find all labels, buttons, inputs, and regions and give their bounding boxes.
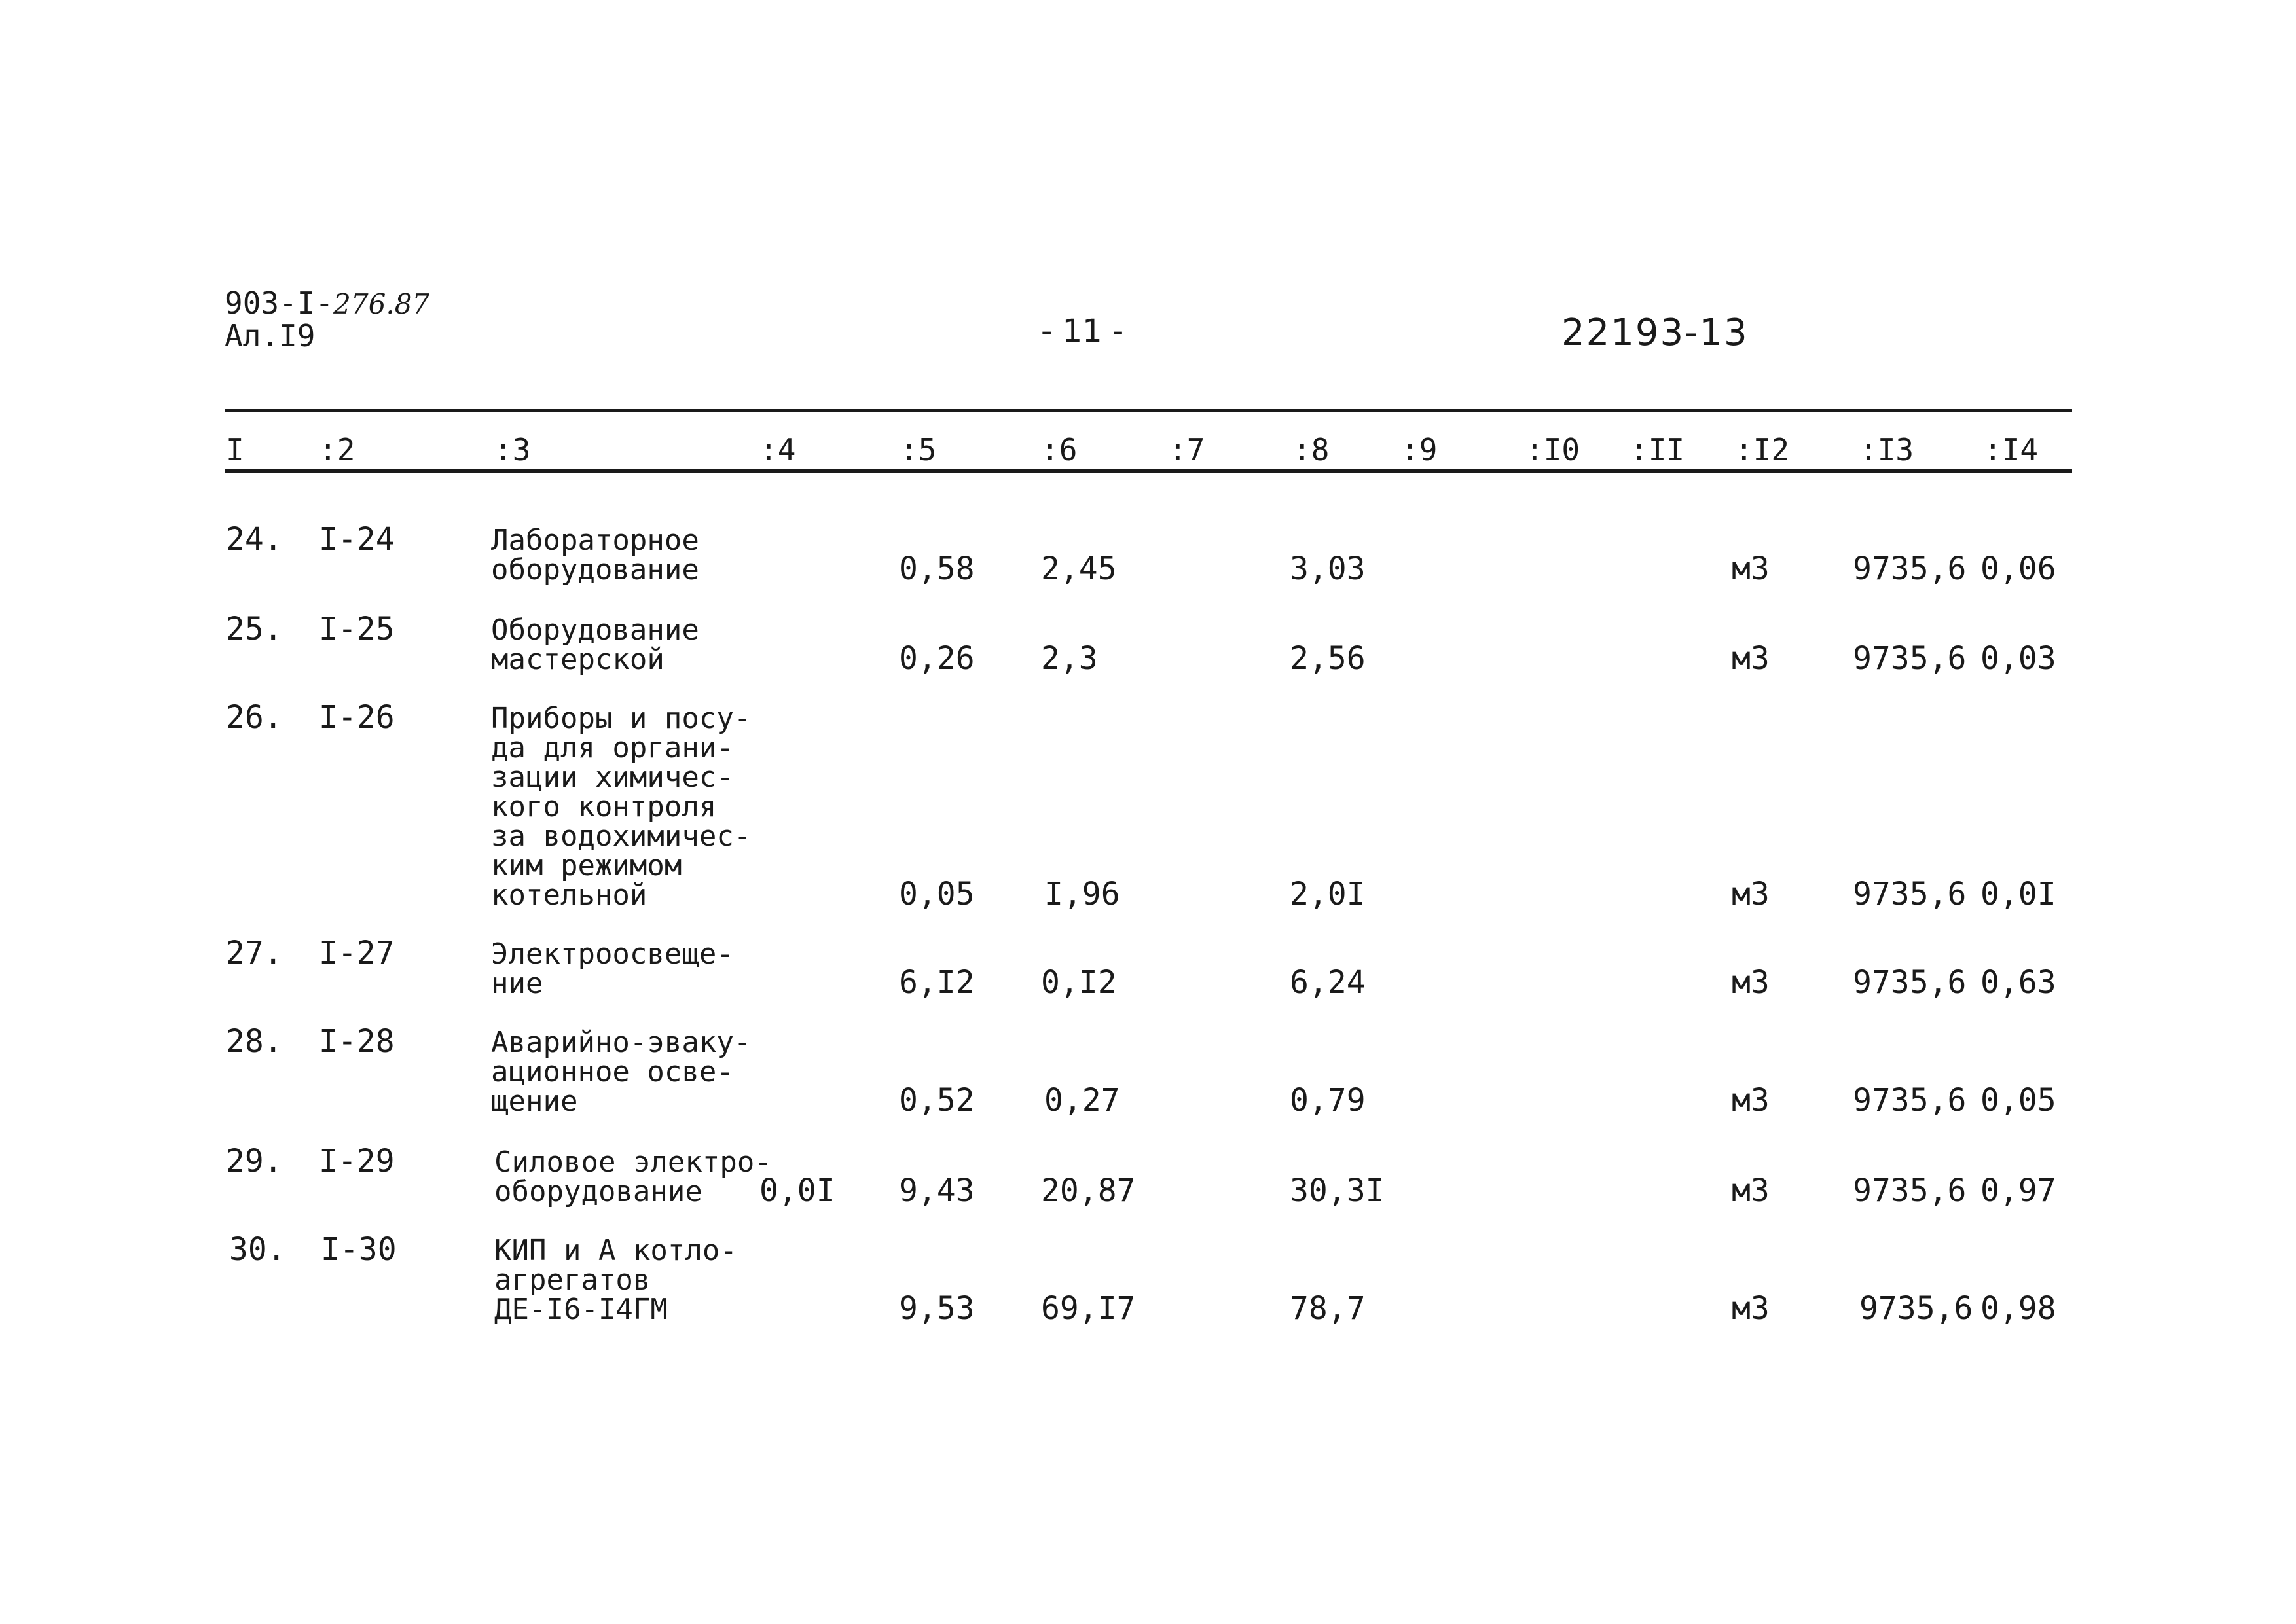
column-header-7: :7 bbox=[1169, 432, 1205, 467]
value-col-8: 0,79 bbox=[1290, 1082, 1366, 1119]
row-code: I-26 bbox=[319, 699, 395, 736]
value-col-13: 9735,6 bbox=[1853, 964, 1967, 1001]
row-number: 27. bbox=[226, 935, 283, 971]
row-description: Оборудование мастерской bbox=[491, 613, 699, 676]
value-col-14: 0,03 bbox=[1980, 640, 2056, 677]
column-header-12: :I2 bbox=[1735, 432, 1790, 467]
document-code-printed: 903-I- bbox=[225, 285, 334, 321]
value-col-13: 9735,6 bbox=[1853, 876, 1967, 912]
row-description: КИП и А котло- агрегатов ДЕ-I6-I4ГМ bbox=[494, 1234, 737, 1326]
value-col-13: 9735,6 bbox=[1853, 1172, 1967, 1209]
column-header-11: :II bbox=[1630, 432, 1685, 467]
value-col-6: 0,27 bbox=[1044, 1082, 1120, 1119]
column-header-9: :9 bbox=[1401, 432, 1438, 467]
document-code-handwritten: 276.87 bbox=[333, 288, 430, 320]
value-col-13: 9735,6 bbox=[1853, 550, 1967, 587]
row-code: I-27 bbox=[319, 935, 395, 971]
column-header-10: :I0 bbox=[1525, 432, 1580, 467]
unit: м3 bbox=[1732, 550, 1770, 587]
column-header-3: :3 bbox=[494, 432, 531, 467]
table-top-rule bbox=[225, 409, 2072, 412]
column-header-13: :I3 bbox=[1859, 432, 1914, 467]
table-header-rule bbox=[225, 469, 2072, 473]
value-col-6: 2,3 bbox=[1041, 640, 1098, 677]
column-header-1: I bbox=[226, 432, 244, 467]
value-col-14: 0,0I bbox=[1980, 876, 2056, 912]
value-col-8: 78,7 bbox=[1290, 1290, 1366, 1327]
value-col-5: 9,53 bbox=[899, 1290, 975, 1327]
column-header-5: :5 bbox=[900, 432, 937, 467]
row-code: I-28 bbox=[319, 1023, 395, 1060]
value-col-8: 30,3I bbox=[1290, 1172, 1385, 1209]
unit: м3 bbox=[1732, 1172, 1770, 1209]
value-col-14: 0,06 bbox=[1980, 550, 2056, 587]
column-header-6: :6 bbox=[1041, 432, 1078, 467]
unit: м3 bbox=[1732, 640, 1770, 677]
row-code: I-29 bbox=[319, 1143, 395, 1180]
value-col-5: 0,58 bbox=[899, 550, 975, 587]
document-code bbox=[225, 285, 430, 321]
unit: м3 bbox=[1732, 876, 1770, 912]
row-description: Аварийно-эваку- ационное осве- щение bbox=[491, 1026, 752, 1118]
page-number: - 11 - bbox=[1041, 313, 1124, 350]
value-col-5: 0,52 bbox=[899, 1082, 975, 1119]
value-col-5: 9,43 bbox=[899, 1172, 975, 1209]
column-header-8: :8 bbox=[1293, 432, 1330, 467]
value-col-8: 3,03 bbox=[1290, 550, 1366, 587]
row-code: I-24 bbox=[319, 521, 395, 558]
value-col-4: 0,0I bbox=[759, 1172, 835, 1209]
row-description: Электроосвеще- ние bbox=[491, 937, 734, 1000]
value-col-14: 0,97 bbox=[1980, 1172, 2056, 1209]
column-header-14: :I4 bbox=[1984, 432, 2039, 467]
row-code: I-25 bbox=[319, 611, 395, 647]
unit: м3 bbox=[1732, 964, 1770, 1001]
value-col-6: 20,87 bbox=[1041, 1172, 1136, 1209]
value-col-8: 6,24 bbox=[1290, 964, 1366, 1001]
sheet-label: Ал.I9 bbox=[225, 318, 316, 353]
value-col-5: 0,26 bbox=[899, 640, 975, 677]
value-col-6: 0,I2 bbox=[1041, 964, 1117, 1001]
value-col-13: 9735,6 bbox=[1859, 1290, 1973, 1327]
unit: м3 bbox=[1732, 1082, 1770, 1119]
value-col-14: 0,63 bbox=[1980, 964, 2056, 1001]
value-col-6: I,96 bbox=[1044, 876, 1120, 912]
column-header-2: :2 bbox=[319, 432, 355, 467]
row-number: 30. bbox=[229, 1231, 286, 1268]
unit: м3 bbox=[1732, 1290, 1770, 1327]
value-col-8: 2,56 bbox=[1290, 640, 1366, 677]
value-col-8: 2,0I bbox=[1290, 876, 1366, 912]
row-number: 24. bbox=[226, 521, 283, 558]
value-col-13: 9735,6 bbox=[1853, 1082, 1967, 1119]
value-col-14: 0,05 bbox=[1980, 1082, 2056, 1119]
value-col-5: 6,I2 bbox=[899, 964, 975, 1001]
row-number: 29. bbox=[226, 1143, 283, 1180]
row-code: I-30 bbox=[321, 1231, 397, 1268]
value-col-13: 9735,6 bbox=[1853, 640, 1967, 677]
value-col-6: 2,45 bbox=[1041, 550, 1117, 587]
row-number: 26. bbox=[226, 699, 283, 736]
sheet-number: 22193-13 bbox=[1561, 312, 1749, 354]
row-description: Силовое электро- оборудование bbox=[494, 1146, 772, 1208]
value-col-14: 0,98 bbox=[1980, 1290, 2056, 1327]
value-col-6: 69,I7 bbox=[1041, 1290, 1136, 1327]
row-description: Лабораторное оборудование bbox=[491, 524, 699, 586]
row-description: Приборы и посу- да для органи- зации химичес- кого контроля за водохимичес- ким режимом котельной bbox=[491, 702, 752, 912]
column-header-4: :4 bbox=[759, 432, 796, 467]
value-col-5: 0,05 bbox=[899, 876, 975, 912]
row-number: 25. bbox=[226, 611, 283, 647]
row-number: 28. bbox=[226, 1023, 283, 1060]
